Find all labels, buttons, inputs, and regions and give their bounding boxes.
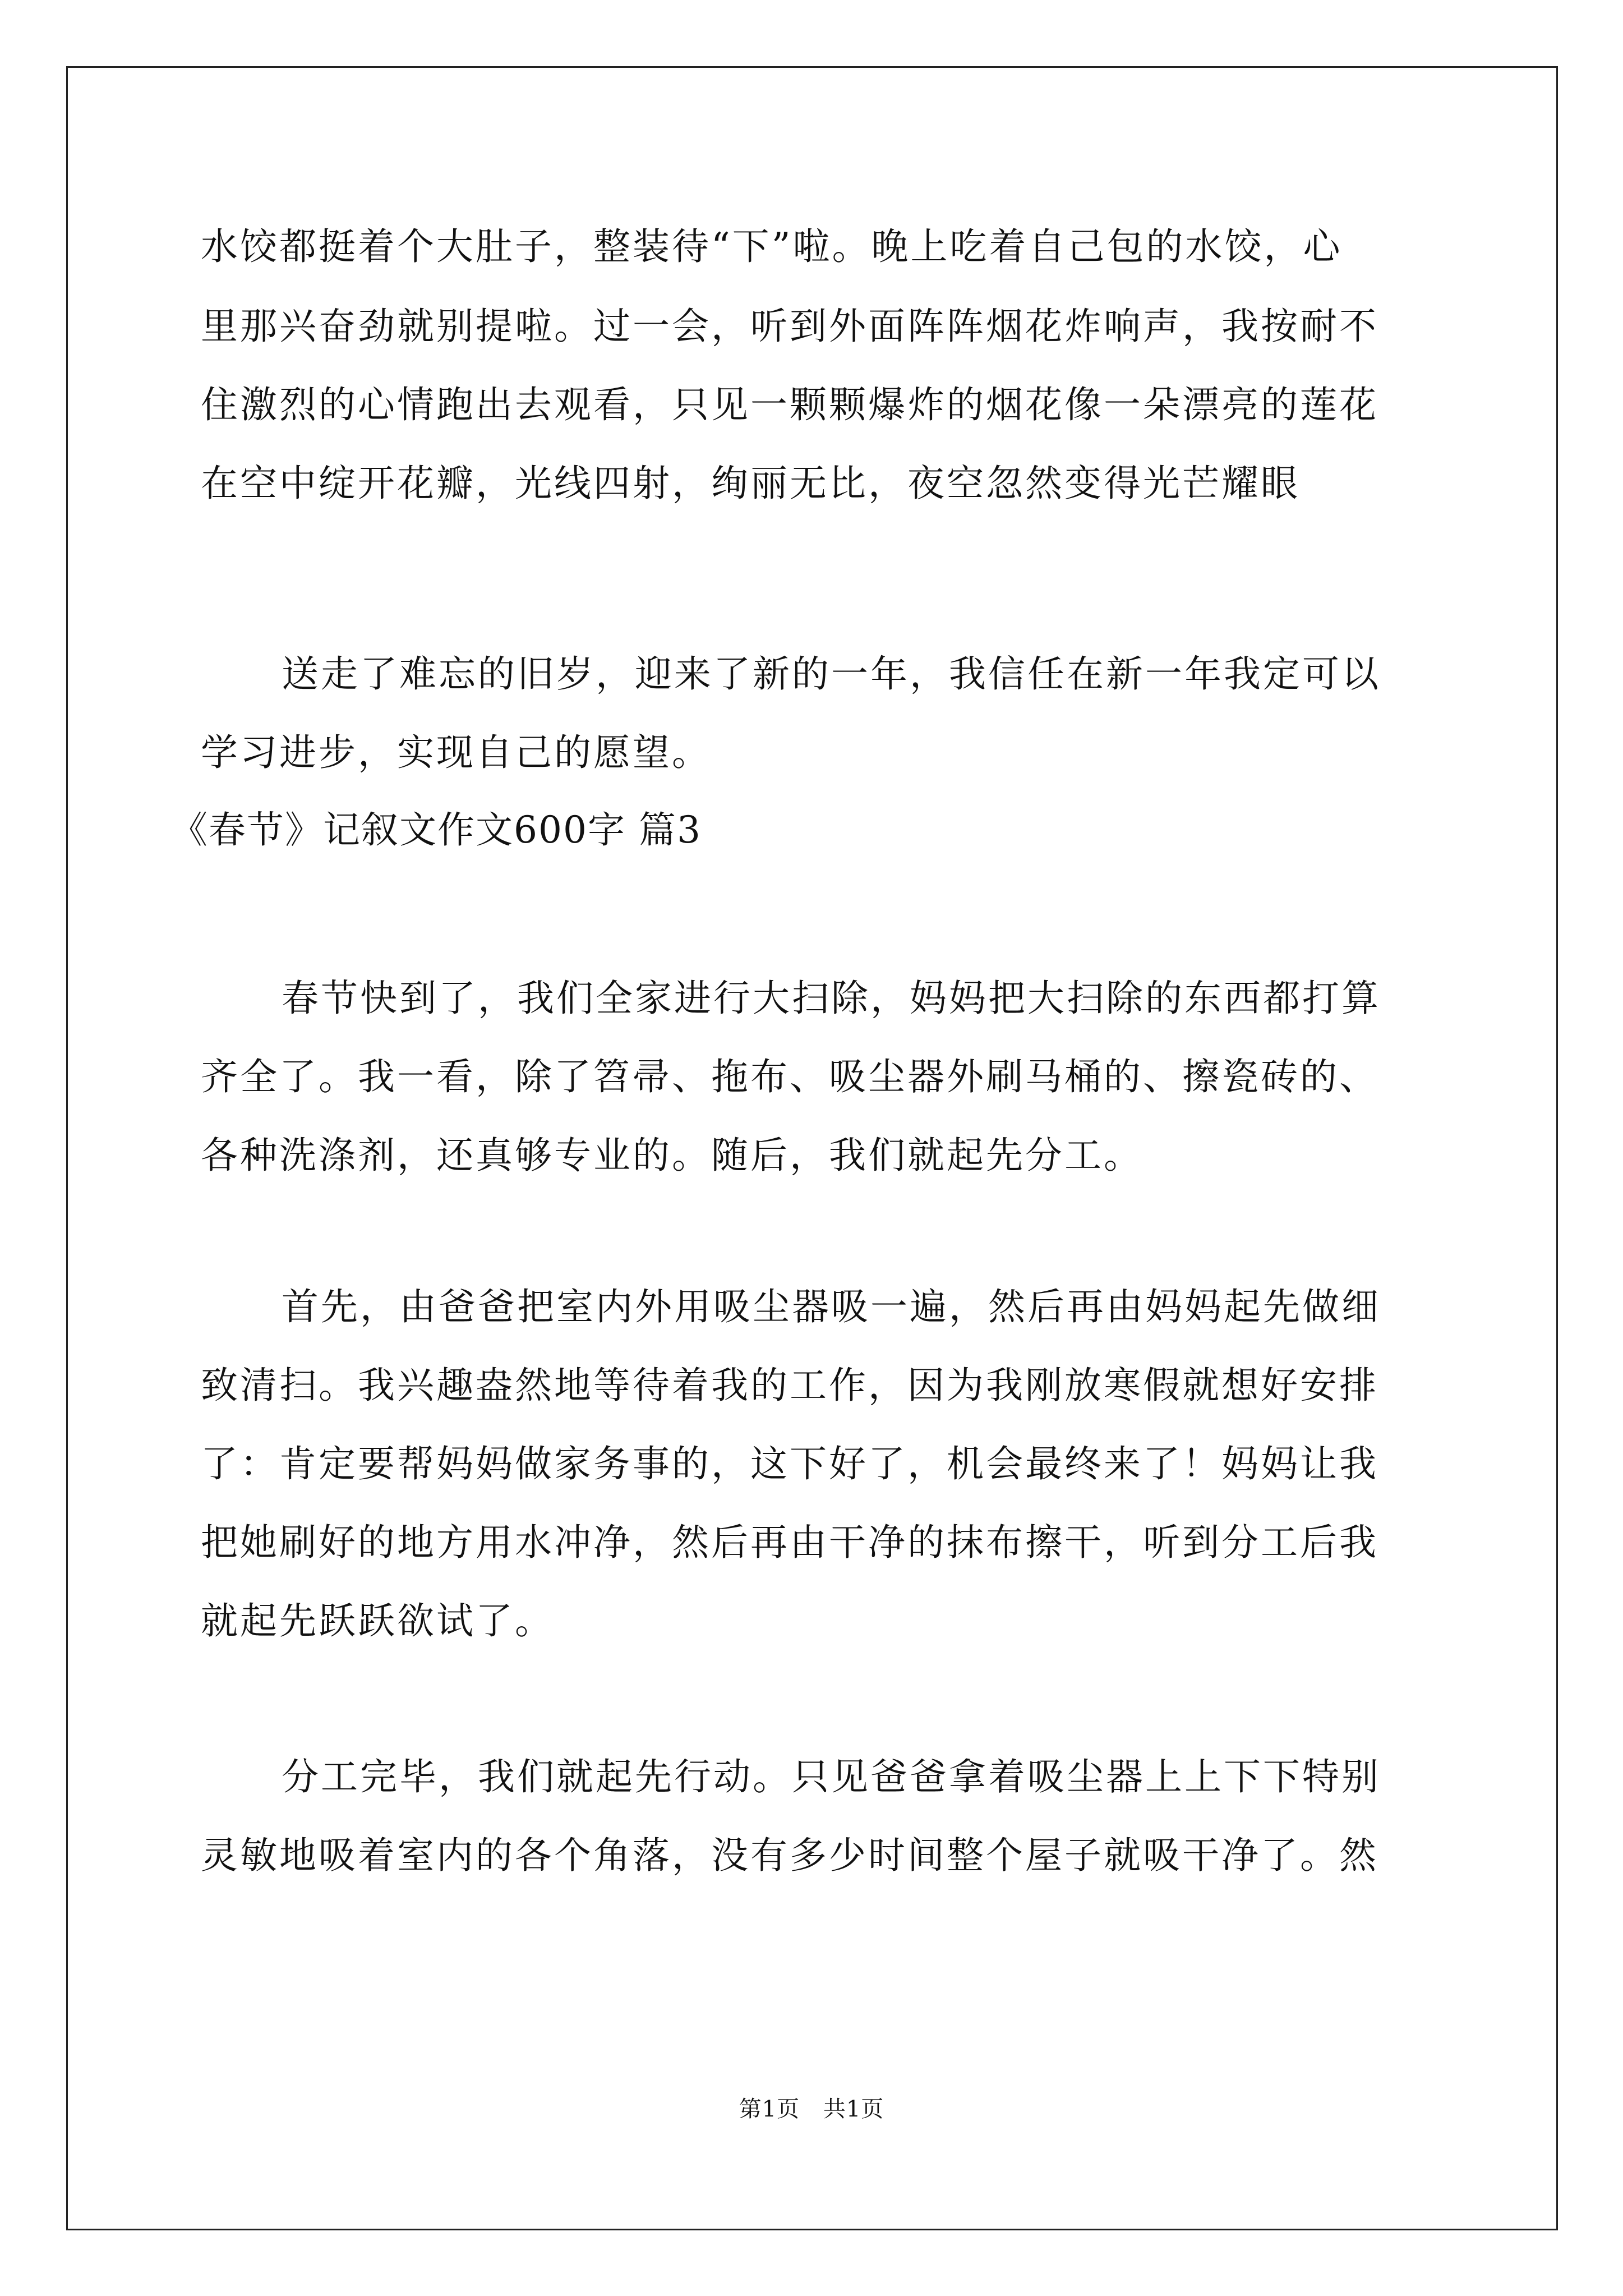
text-line: 灵敏地吸着室内的各个角落，没有多少时间整个屋子就吸干净了。然	[201, 1834, 1378, 1877]
text-line: 把她刷好的地方用水冲净，然后再由干净的抹布擦干，听到分工后我	[201, 1521, 1378, 1564]
page-total: 共1页	[823, 2096, 884, 2122]
text-line: 在空中绽开花瓣，光线四射，绚丽无比，夜空忽然变得光芒耀眼	[201, 462, 1300, 505]
section-heading: 《春节》记叙文作文600字 篇3	[170, 808, 702, 852]
text-line: 住激烈的心情跑出去观看，只见一颗颗爆炸的烟花像一朵漂亮的莲花	[201, 383, 1378, 426]
text-line: 里那兴奋劲就别提啦。过一会，听到外面阵阵烟花炸响声，我按耐不	[201, 305, 1378, 348]
paragraph-first-line: 分工完毕，我们就起先行动。只见爸爸拿着吸尘器上上下下特别	[282, 1755, 1381, 1798]
text-line: 各种洗涤剂，还真够专业的。随后，我们就起先分工。	[201, 1134, 1143, 1177]
text-line: 致清扫。我兴趣盎然地等待着我的工作，因为我刚放寒假就想好安排	[201, 1364, 1378, 1407]
text-line: 齐全了。我一看，除了笤帚、拖布、吸尘器外刷马桶的、擦瓷砖的、	[201, 1055, 1378, 1098]
text-line: 学习进步，实现自己的愿望。	[201, 731, 711, 774]
paragraph-first-line: 送走了难忘的旧岁，迎来了新的一年，我信任在新一年我定可以	[282, 652, 1381, 696]
page-number: 第1页	[739, 2096, 800, 2122]
text-line: 就起先跃跃欲试了。	[201, 1599, 554, 1642]
paragraph-first-line: 首先，由爸爸把室内外用吸尘器吸一遍，然后再由妈妈起先做细	[282, 1285, 1381, 1328]
text-line: 了：肯定要帮妈妈做家务事的，这下好了，机会最终来了！妈妈让我	[201, 1442, 1378, 1485]
paragraph-first-line: 春节快到了，我们全家进行大扫除，妈妈把大扫除的东西都打算	[282, 977, 1381, 1020]
text-line: 水饺都挺着个大肚子，整装待“下”啦。晚上吃着自己包的水饺，心	[201, 225, 1343, 268]
page-footer	[0, 2095, 1623, 2123]
